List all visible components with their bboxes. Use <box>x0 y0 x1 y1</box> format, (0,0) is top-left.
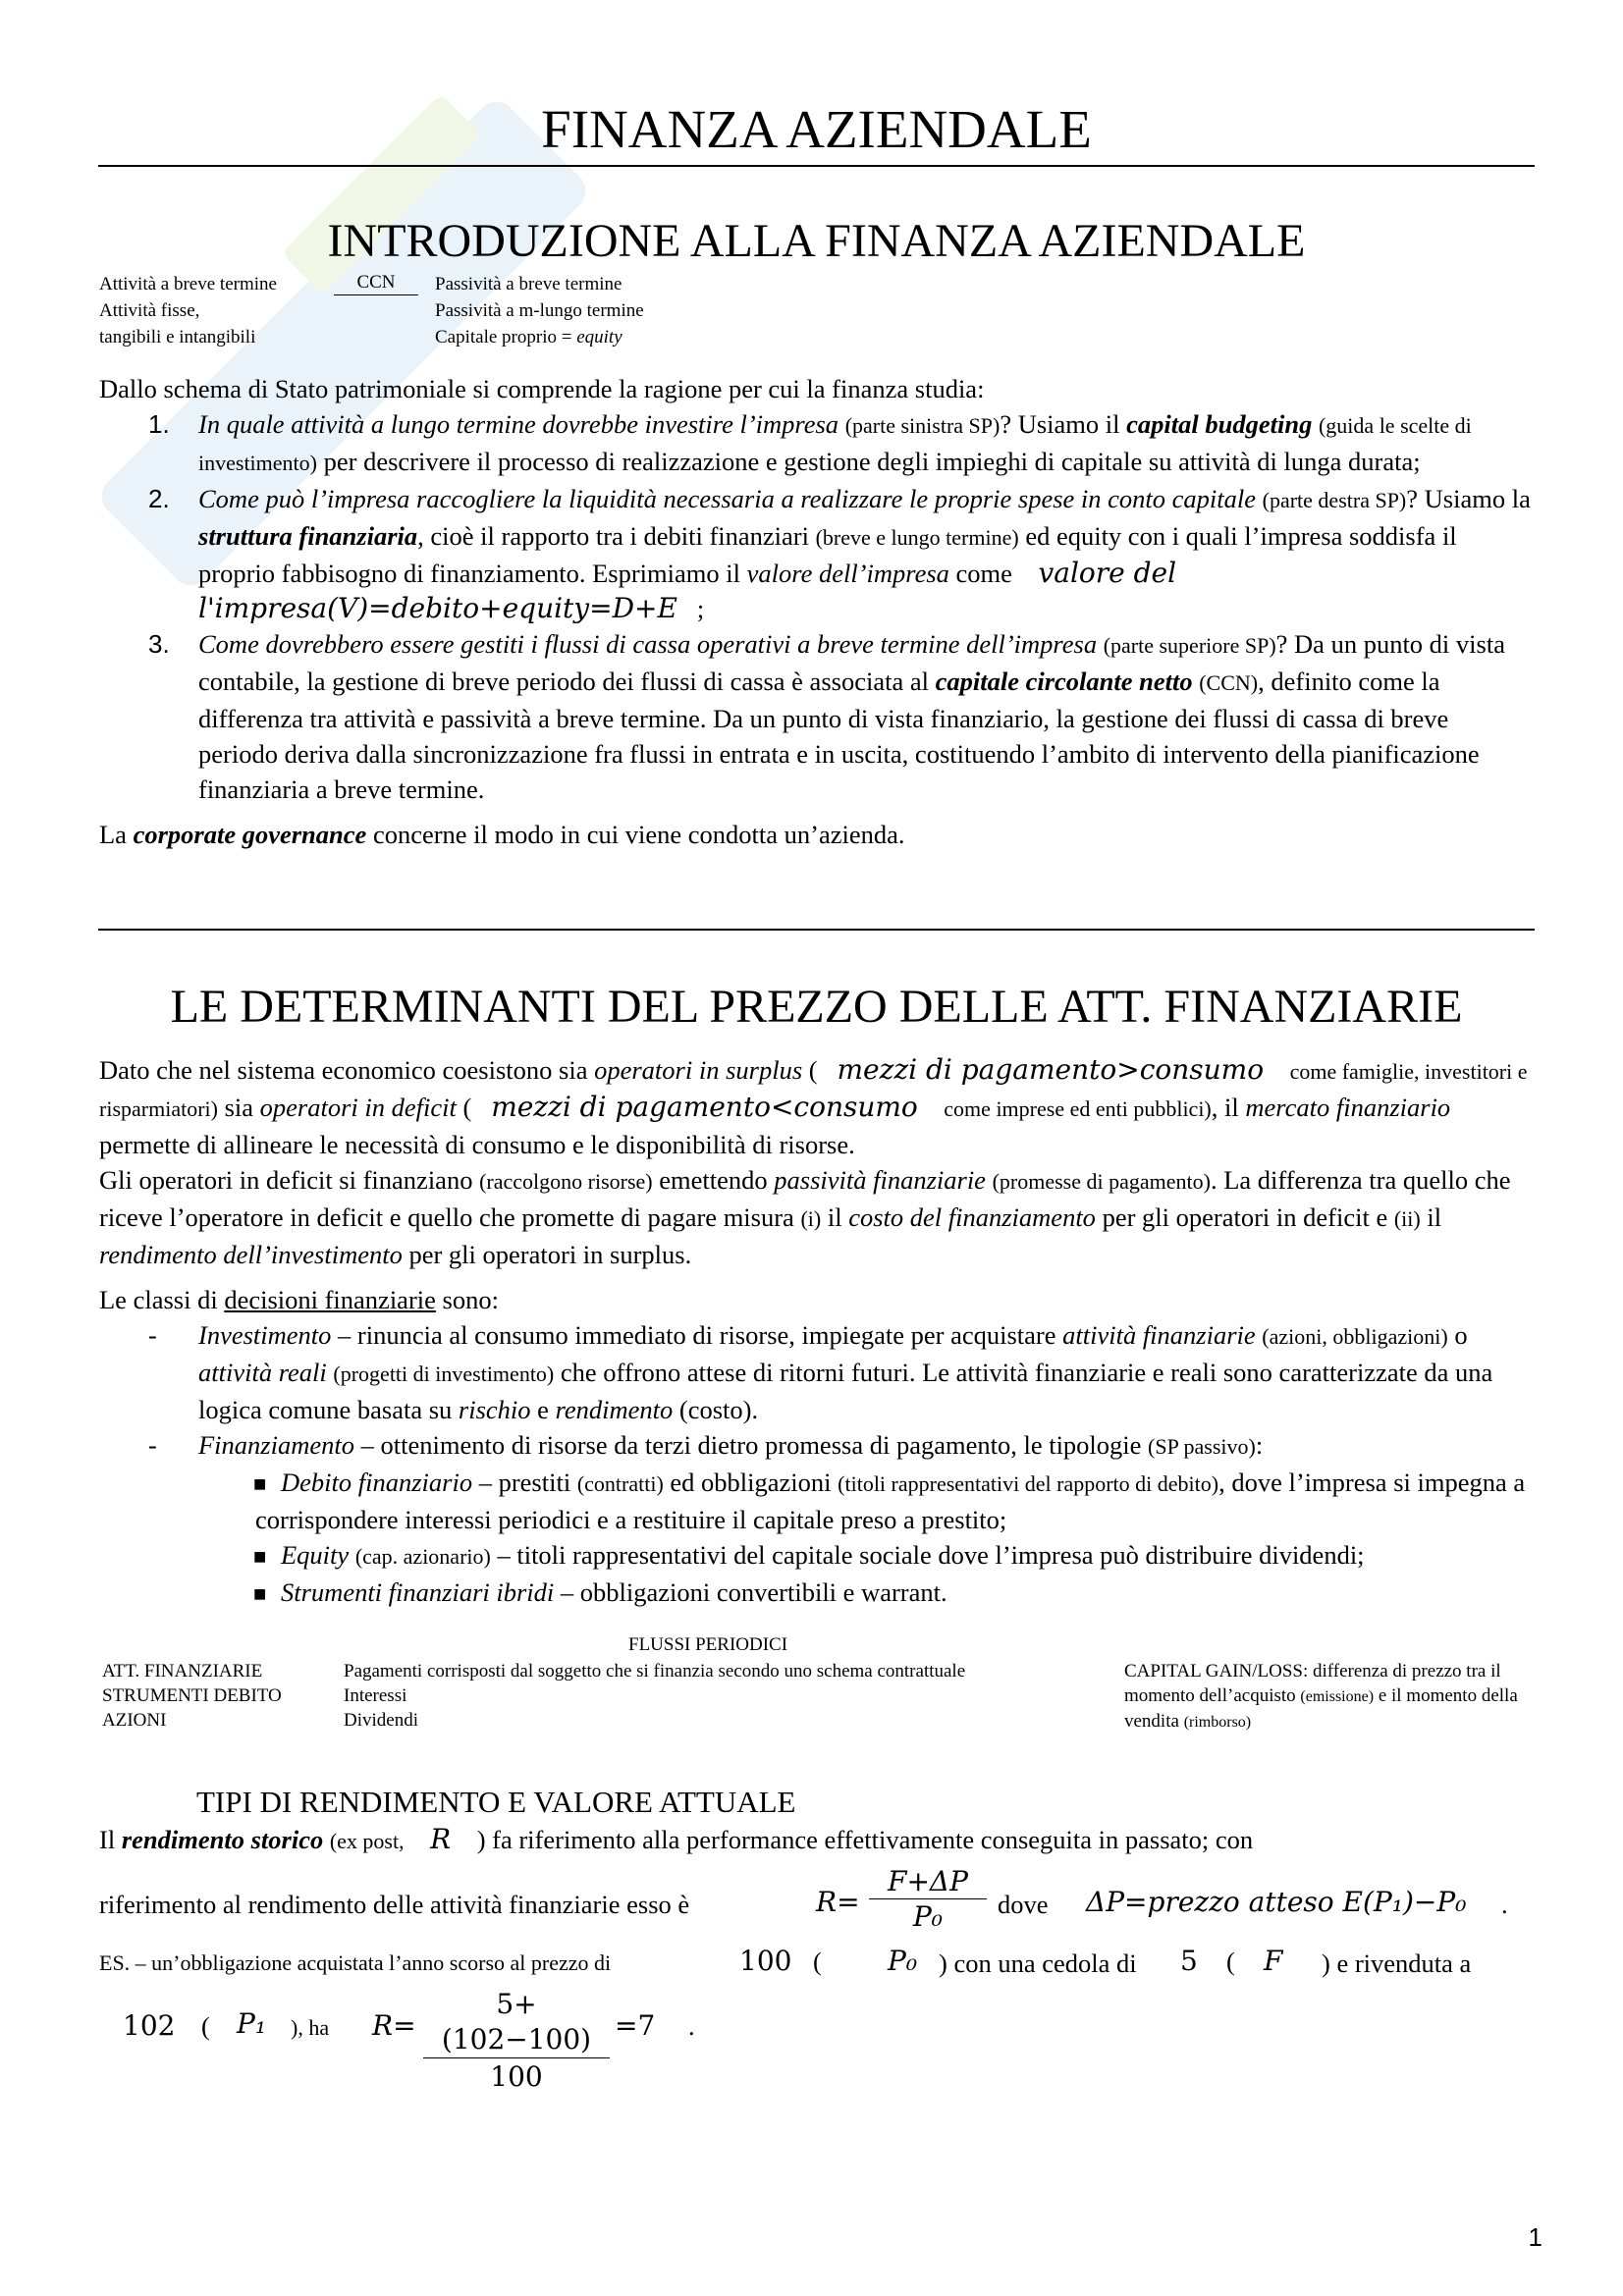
financial-decisions-list <box>99 1317 1533 1465</box>
sp-left-line: Attività a breve termine <box>99 274 277 294</box>
list-item: 2. Come può l’impresa raccogliere la liquidità necessaria a realizzare le proprie spese in conto capitale (parte destra SP)? Usiamo la struttura finanziaria, cioè il rapporto tra i debiti finanziari (breve e lungo termine) ed equity con i quali l’impresa soddisfa il proprio fabbisogno di finanziamento. Esprimiamo il valore dell’impresa come valore del l'impresa(V)=debito+equity=D+E ; <box>148 484 1531 624</box>
example-return-fraction: 5+(102−100) 100 <box>423 1987 610 2096</box>
rendimento-subsection-title: TIPI DI RENDIMENTO E VALORE ATTUALE <box>196 1785 796 1819</box>
list-item: - Investimento – rinuncia al consumo immediato di risorse, impiegate per acquistare attività finanziarie (azioni, obbligazioni) o attività reali (progetti di investimento) che offrono attese di ritorni futuri. Le attività finanziarie e reali sono caratterizzate da una logica comune basata su rischio e rendimento (costo). <box>148 1320 1493 1424</box>
section-divider <box>98 929 1535 931</box>
page-title: FINANZA AZIENDALE <box>541 99 1092 159</box>
table-cell: Interessi <box>344 1685 407 1706</box>
square-bullet-icon: ■ <box>253 1544 267 1569</box>
sp-right-column <box>435 271 828 350</box>
list-item: 3. Come dovrebbero essere gestiti i flussi di cassa operativi a breve termine dell’impresa (parte superiore SP)? Da un punto di vista contabile, la gestione di breve periodo dei flussi di cassa è associata al capitale circolante netto (CCN), definito come la differenza tra attività e passività a breve termine. Da un punto di vista finanziario, la gestione dei flussi di cassa di breve periodo deriva dalla sincronizzazione fra flussi in entrata e in uscita, costituendo l’ambito di intervento della pianificazione finanziaria a breve termine. <box>148 629 1505 804</box>
table-col-flussi <box>344 1659 1109 1733</box>
title-divider <box>98 165 1535 167</box>
intro-lead: Dallo schema di Stato patrimoniale si comprende la ragione per cui la finanza studia: <box>99 374 985 403</box>
sp-ccn-label: CCN <box>334 271 418 295</box>
delta-price-formula: ΔP=prezzo atteso E(P₁)−P₀ <box>1086 1886 1467 1918</box>
surplus-deficit-paragraph: Dato che nel sistema economico coesistono sia operatori in surplus ( mezzi di pagamento>consumo come famiglie, investitori e risparmiatori) sia operatori in deficit ( mezzi di pagamento<consumo come imprese ed enti pubblici), il mercato finanziario permette di allineare le necessità di consumo e le disponibilità di risorse. <box>99 1053 1528 1159</box>
intro-body <box>99 371 1533 852</box>
corporate-governance-line: La corporate governance concerne il modo in cui viene condotta un’azienda. <box>99 820 905 849</box>
sp-right-line: Passività a breve termine <box>435 274 622 294</box>
flussi-periodici-header: FLUSSI PERIODICI <box>628 1634 788 1655</box>
table-cell: AZIONI <box>102 1710 167 1731</box>
table-col-strumenti <box>102 1659 328 1733</box>
financial-decisions-lead: Le classi di decisioni finanziarie sono: <box>99 1285 499 1314</box>
sp-left-line: Attività fisse, <box>99 300 200 321</box>
list-item: - Finanziamento – ottenimento di risorse da terzi dietro promessa di pagamento, le tipologie (SP passivo): <box>148 1430 1264 1460</box>
company-value-formula: valore del l'impresa(V)=debito+equity=D+E <box>198 557 1177 624</box>
rendimento-line-1: Il rendimento storico (ex post, R ) fa riferimento alla performance effettivamente conseguita in passato; con <box>99 1823 1254 1855</box>
determinanti-section-title: LE DETERMINANTI DEL PREZZO DELLE ATT. FINANZIARIE <box>170 981 1463 1033</box>
table-col-capital-gain: CAPITAL GAIN/LOSS: differenza di prezzo tra il momento dell’acquisto (emissione) e il momento della vendita (rimborso) <box>1124 1661 1518 1732</box>
page-number: 1 <box>1528 2222 1542 2252</box>
intro-section-title: INTRODUZIONE ALLA FINANZA AZIENDALE <box>327 215 1306 267</box>
table-cell: STRUMENTI DEBITO <box>102 1685 282 1706</box>
sp-right-line: Capitale proprio = equity <box>435 327 622 347</box>
list-item: ■ Equity (cap. azionario) – titoli rappresentativi del capitale sociale dove l’impresa può distribuire dividendi; <box>99 1537 1533 1575</box>
list-item: 1. In quale attività a lungo termine dovrebbe investire l’impresa (parte sinistra SP)? Usiamo il capital budgeting (guida le scelte di investimento) per descrivere il processo di realizzazione e gestione degli impieghi di capitale su attività di lunga durata; <box>148 409 1472 476</box>
list-item: ■ Strumenti finanziari ibridi – obbligazioni convertibili e warrant. <box>99 1575 1533 1612</box>
rendimento-example-line-1: ES. – un’obbligazione acquistata l’anno scorso al prezzo di 100 ( P₀ ) con una cedola di 5 ( F ) e rivenduta a <box>99 1945 1472 1978</box>
table-cell: ATT. FINANZIARIE <box>102 1661 263 1682</box>
table-cell: Pagamenti corrisposti dal soggetto che si finanzia secondo uno schema contrattuale <box>344 1661 966 1682</box>
determinanti-body <box>99 1052 1533 1612</box>
return-formula-fraction: F+ΔP P₀ <box>869 1865 987 1935</box>
sp-left-line: tangibili e intangibili <box>99 327 256 347</box>
square-bullet-icon: ■ <box>253 1581 267 1606</box>
deficit-financing-paragraph: Gli operatori in deficit si finanziano (raccolgono risorse) emettendo passività finanziarie (promesse di pagamento). La differenza tra quello che riceve l’operatore in deficit e quello che promette di pagare misura (i) il costo del finanziamento per gli operatori in deficit e (ii) il rendimento dell’investimento per gli operatori in surplus. <box>99 1165 1511 1269</box>
financing-types-list <box>99 1465 1533 1612</box>
intro-question-list <box>99 406 1533 807</box>
square-bullet-icon: ■ <box>253 1471 267 1496</box>
list-item: ■ Debito finanziario – prestiti (contratti) ed obbligazioni (titoli rappresentativi del rapporto di debito), dove l’impresa si impegna a corrispondere interessi periodici e a restituire il capitale preso a prestito; <box>253 1468 1526 1534</box>
table-cell: Dividendi <box>344 1710 418 1731</box>
sp-right-line: Passività a m-lungo termine <box>435 300 644 321</box>
rendimento-line-2: riferimento al rendimento delle attività finanziarie esso è R= F+ΔP P₀ dove ΔP=prezzo atteso E(P₁)−P₀ . <box>99 1865 1508 1933</box>
rendimento-example-line-2: 102 ( P₁ ), ha R= 5+(102−100) 100 =7 . <box>99 1987 1533 2069</box>
